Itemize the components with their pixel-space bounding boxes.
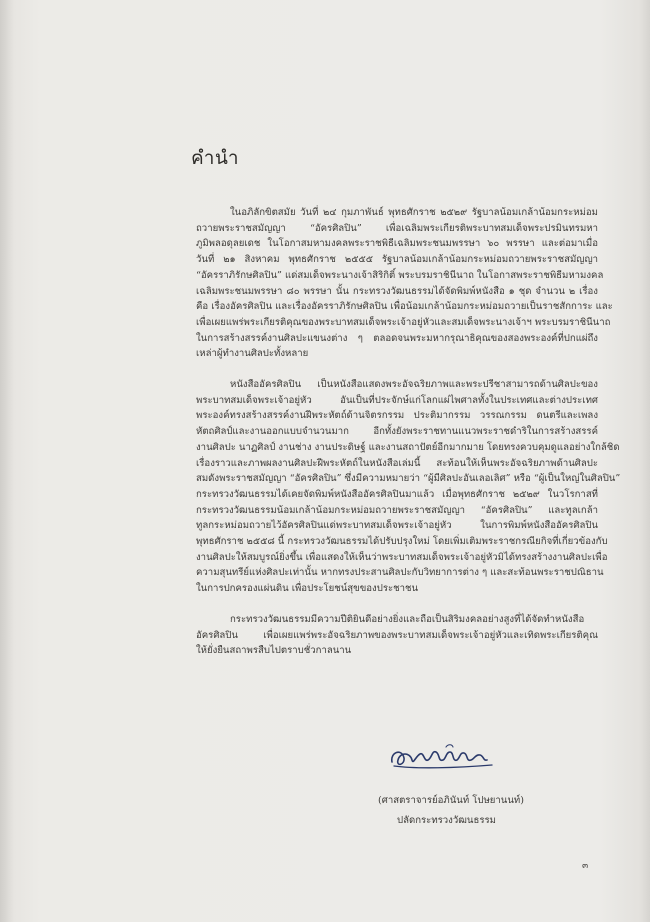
paragraph-1 xyxy=(196,205,613,362)
foreword-body xyxy=(196,205,621,659)
text-line: คือ เรื่องอัครศิลปิน และเรื่องอัครราภิรักษศิลปิน เพื่อน้อมเกล้าน้อมกระหม่อมถวายเป็นราชสักการะ และ xyxy=(196,301,613,313)
text-line: ถวายพระราชสมัญญา “อัครศิลปิน” เพื่อเฉลิมพระเกียรติพระบาทสมเด็จพระปรมินทรมหา xyxy=(196,222,598,234)
text-line: กระทรวงวัฒนธรรมได้เคยจัดพิมพ์หนังสืออัครศิลปินมาแล้ว เมื่อพุทธศักราช ๒๕๒๙ ในวโรกาสที่ xyxy=(196,488,598,500)
text-line: ภูมิพลอดุลยเดช ในโอกาสมหามงคลพระราชพิธีเฉลิมพระชนมพรรษา ๖๐ พรรษา และต่อมาเมื่อ xyxy=(196,238,598,250)
text-line: ในอภิลักขิตสมัย วันที่ ๒๔ กุมภาพันธ์ พุทธศักราช ๒๕๒๙ รัฐบาลน้อมเกล้าน้อมกระหม่อม xyxy=(230,207,598,218)
text-line: เหล่าผู้ทำงานศิลปะทั้งหลาย xyxy=(196,348,309,360)
text-line: พระองค์ทรงสร้างสรรค์งานฝีพระหัตถ์ด้านจิตรกรรม ประติมากรรม วรรณกรรม ดนตรีและเพลง xyxy=(196,410,598,422)
text-line: กระทรวงวัฒนธรรมมีความปีติยินดีอย่างยิ่งและถือเป็นสิริมงคลอย่างสูงที่ได้จัดทำหนังสือ xyxy=(230,613,585,625)
text-line: วันที่ ๒๑ สิงหาคม พุทธศักราช ๒๕๕๕ รัฐบาลน้อมเกล้าน้อมกระหม่อมถวายพระราชสมัญญา xyxy=(196,254,598,266)
text-line: หัตถศิลป์และงานออกแบบจำนวนมาก อีกทั้งยังพระราชทานแนวพระราชดำริในการสร้างสรรค์ xyxy=(196,426,598,438)
text-line: ความสุนทรีย์แห่งศิลปะเท่านั้น หากทรงประสานศิลปะกับวิทยาการต่าง ๆ และสะท้อนพระราชปณิธาน xyxy=(196,567,604,579)
text-line: สมดังพระราชสมัญญา “อัครศิลปิน” ซึ่งมีความหมายว่า “ผู้มีศิลปะอันเลอเลิศ” หรือ “ผู้เป็นใหญ่ในศิลปิน” xyxy=(196,473,621,485)
text-line: กระทรวงวัฒนธรรมน้อมเกล้าน้อมกระหม่อมถวายพระราชสมัญญา “อัครศิลปิน” และทูลเกล้า xyxy=(196,504,598,516)
text-line: พระบาทสมเด็จพระเจ้าอยู่หัว อันเป็นที่ประจักษ์แก่โลกแผ่ไพศาลทั้งในประเทศและต่างประเทศ xyxy=(196,394,598,406)
paragraph-3 xyxy=(196,612,598,659)
text-line: ให้ยั่งยืนสถาพรสืบไปตราบชั่วกาลนาน xyxy=(196,645,352,657)
text-line: เฉลิมพระชนมพรรษา ๘๐ พรรษา นั้น กระทรวงวัฒนธรรมได้จัดพิมพ์หนังสือ ๑ ชุด จำนวน ๒ เรื่อง xyxy=(196,285,598,297)
page-number: ๓ xyxy=(582,861,589,871)
signer-position: ปลัดกระทรวงวัฒนธรรม xyxy=(397,815,496,826)
text-line: งานศิลปะ นาฏศิลป์ งานช่าง งานประดิษฐ์ และงานสถาปัตย์อีกมากมาย โดยทรงควบคุมดูแลอย่างใกล้ชิด xyxy=(196,441,620,453)
text-line: เพื่อเผยแพร่พระเกียรติคุณของพระบาทสมเด็จพระเจ้าอยู่หัวและสมเด็จพระนางเจ้าฯ พระบรมราชินีนาถ xyxy=(196,316,611,328)
text-line: ทูลกระหม่อมถวายไว้อัครศิลปินแด่พระบาทสมเด็จพระเจ้าอยู่หัว ในการพิมพ์หนังสืออัครศิลปิน xyxy=(196,520,598,532)
text-line: งานศิลปะให้สมบูรณ์ยิ่งขึ้น เพื่อแสดงให้เห็นว่าพระบาทสมเด็จพระเจ้าอยู่หัวมิได้ทรงสร้างงานศิลปะเพื่อ xyxy=(196,551,608,563)
paragraph-2 xyxy=(196,377,621,597)
text-line: อัครศิลปิน เพื่อเผยแพร่พระอัจฉริยภาพของพระบาทสมเด็จพระเจ้าอยู่หัวและเทิดพระเกียรติคุณ xyxy=(196,629,598,641)
signer-name: (ศาสตราจารย์อภินันท์ โปษยานนท์) xyxy=(378,795,524,806)
signature-image xyxy=(386,738,500,774)
text-line: พุทธศักราช ๒๕๕๘ นี้ กระทรวงวัฒนธรรมได้ปรับปรุงใหม่ โดยเพิ่มเติมพระราชกรณียกิจที่เกี่ยวข้องกับ xyxy=(196,536,608,548)
text-line: เรื่องราวและภาพผลงานศิลปะฝีพระหัตถ์ในหนังสือเล่มนี้ สะท้อนให้เห็นพระอัจฉริยภาพด้านศิลปะ xyxy=(196,457,598,469)
page-title: คำนำ xyxy=(191,147,240,169)
text-line: ในการสร้างสรรค์งานศิลปะแขนงต่าง ๆ ตลอดจนพระมหากรุณาธิคุณของสองพระองค์ที่ปกแผ่ถึง xyxy=(196,332,598,344)
text-line: หนังสืออัครศิลปิน เป็นหนังสือแสดงพระอัจฉริยภาพและพระปรีชาสามารถด้านศิลปะของ xyxy=(230,379,598,391)
text-line: ในการปกครองแผ่นดิน เพื่อประโยชน์สุขของประชาชน xyxy=(196,583,419,595)
text-line: “อัครราภิรักษศิลปิน” แด่สมเด็จพระนางเจ้าสิริกิติ์ พระบรมราชินีนาถ ในโอกาสพระราชพิธีมหามงคล xyxy=(196,269,604,281)
